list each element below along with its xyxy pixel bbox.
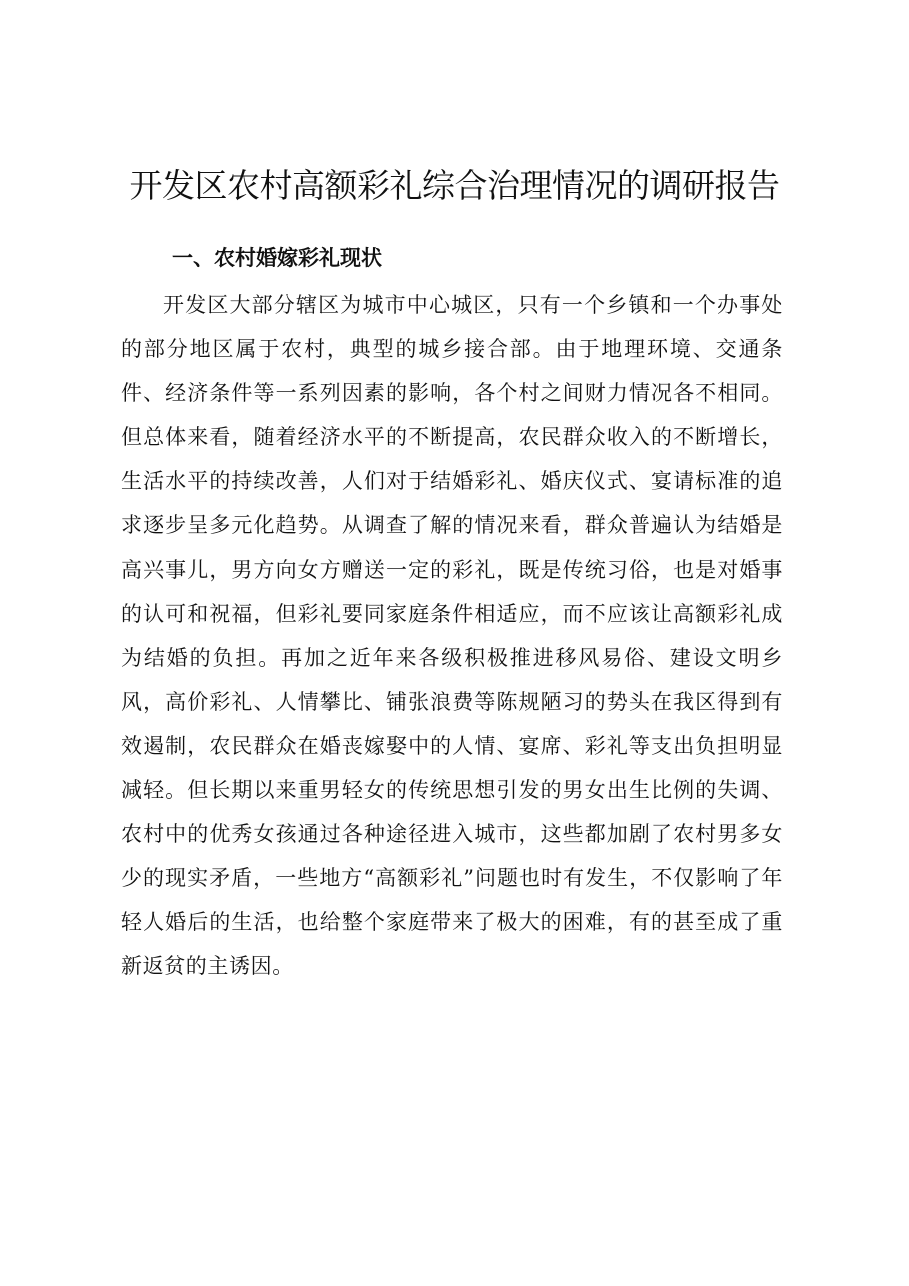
document-title: 开发区农村高额彩礼综合治理情况的调研报告 [129, 166, 780, 205]
section-heading: 一、农村婚嫁彩礼现状 [172, 246, 382, 270]
body-paragraph: 开发区大部分辖区为城市中心城区，只有一个乡镇和一个办事处的部分地区属于农村，典型的城乡接合部。由于地理环境、交通条件、经济条件等一系列因素的影响，各个村之间财力情况各不相同。但总体来看，随着经济水平的不断提高，农民群众收入的不断增长，生活水平的持续改善，人们对于结婚彩礼、婚庆仪式、宴请标准的追求逐步呈多元化趋势。从调查了解的情况来看，群众普遍认为结婚是高兴事儿，男方向女方赠送一定的彩礼，既是传统习俗，也是对婚事的认可和祝福，但彩礼要同家庭条件相适应，而不应该让高额彩礼成为结婚的负担。再加之近年来各级积极推进移风易俗、建设文明乡风，高价彩礼、人情攀比、铺张浪费等陈规陋习的势头在我区得到有效遏制，农民群众在婚丧嫁娶中的人情、宴席、彩礼等支出负担明显减轻。但长期以来重男轻女的传统思想引发的男女出生比例的失调、农村中的优秀女孩通过各种途径进入城市，这些都加剧了农村男多女少的现实矛盾，一些地方“高额彩礼”问题也时有发生，不仅影响了年轻人婚后的生活，也给整个家庭带来了极大的困难，有的甚至成了重新返贫的主诱因。 [121, 293, 783, 979]
